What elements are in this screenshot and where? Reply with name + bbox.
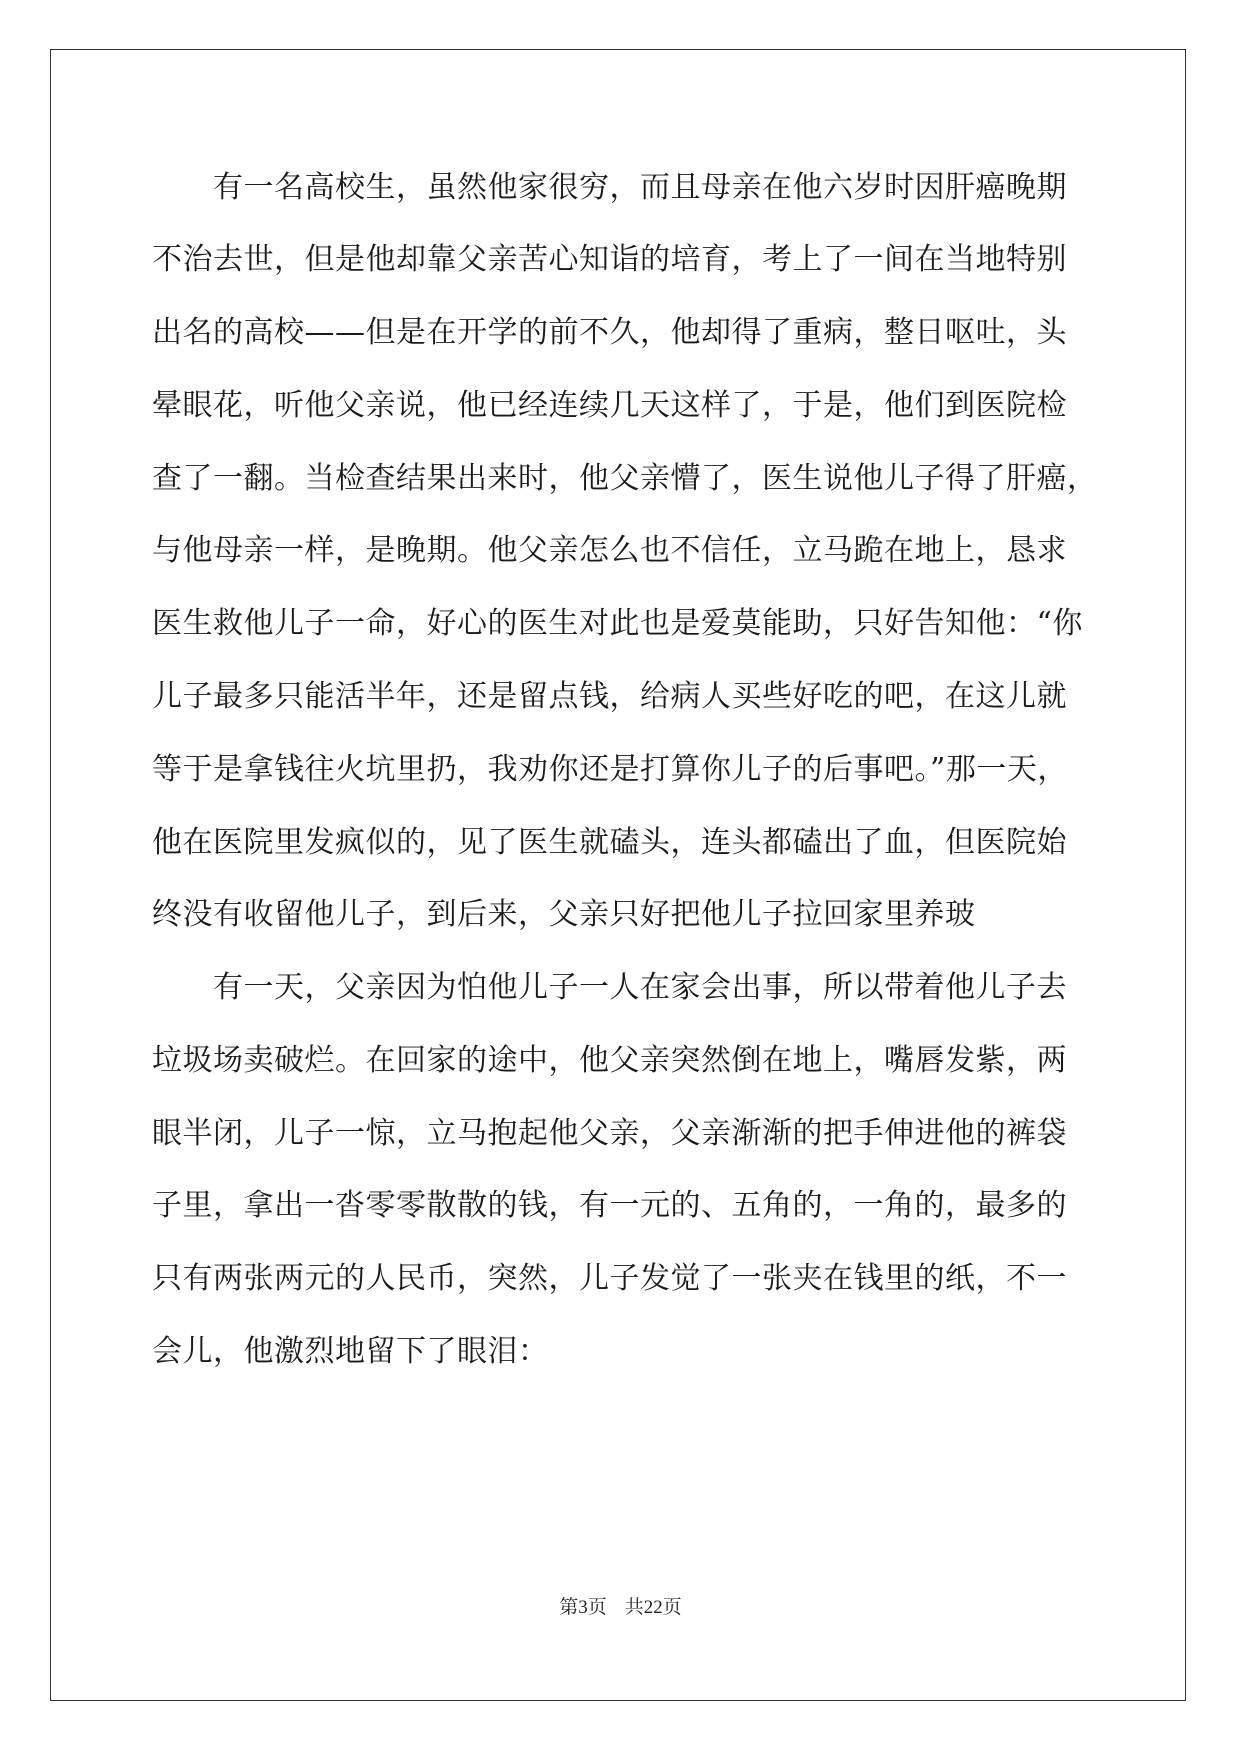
text-line: 终没有收留他儿子，到后来，父亲只好把他儿子拉回家里养玻: [152, 897, 976, 932]
page-total: 共22页: [624, 1597, 682, 1618]
text-line: 子里，拿出一沓零零散散的钱，有一元的、五角的，一角的，最多的: [152, 1188, 1067, 1223]
text-line: 有一天，父亲因为怕他儿子一人在家会出事，所以带着他儿子去: [152, 970, 1067, 1005]
page-footer: [0, 1592, 1241, 1619]
text-line: 医生救他儿子一命，好心的医生对此也是爱莫能助，只好告知他：“你: [152, 606, 1083, 641]
page-border: [50, 49, 1186, 1701]
text-line: 只有两张两元的人民币，突然，儿子发觉了一张夹在钱里的纸，不一: [152, 1261, 1067, 1296]
text-line: 不治去世，但是他却靠父亲苦心知诣的培育，考上了一间在当地特别: [152, 242, 1067, 277]
page-number: 第3页: [559, 1597, 607, 1618]
text-line: 会儿，他激烈地留下了眼泪：: [152, 1334, 549, 1369]
text-line: 查了一翻。当检查结果出来时，他父亲懵了，医生说他儿子得了肝癌，: [152, 461, 1098, 496]
text-line: 等于是拿钱往火坑里扔，我劝你还是打算你儿子的后事吧。”那一天，: [152, 752, 1068, 787]
text-line: 有一名高校生，虽然他家很穷，而且母亲在他六岁时因肝癌晚期: [152, 170, 1067, 205]
text-line: 垃圾场卖破烂。在回家的途中，他父亲突然倒在地上，嘴唇发紫，两: [152, 1043, 1067, 1078]
text-line: 儿子最多只能活半年，还是留点钱，给病人买些好吃的吧，在这儿就: [152, 679, 1067, 714]
text-line: 与他母亲一样，是晚期。他父亲怎么也不信任，立马跪在地上，恳求: [152, 533, 1067, 568]
text-line: 晕眼花，听他父亲说，他已经连续几天这样了，于是，他们到医院检: [152, 388, 1067, 423]
text-line: 他在医院里发疯似的，见了医生就磕头，连头都磕出了血，但医院始: [152, 825, 1067, 860]
text-line: 眼半闭，儿子一惊，立马抱起他父亲，父亲渐渐的把手伸进他的裤袋: [152, 1116, 1067, 1151]
text-line: 出名的高校——但是在开学的前不久，他却得了重病，整日呕吐，头: [152, 315, 1067, 350]
